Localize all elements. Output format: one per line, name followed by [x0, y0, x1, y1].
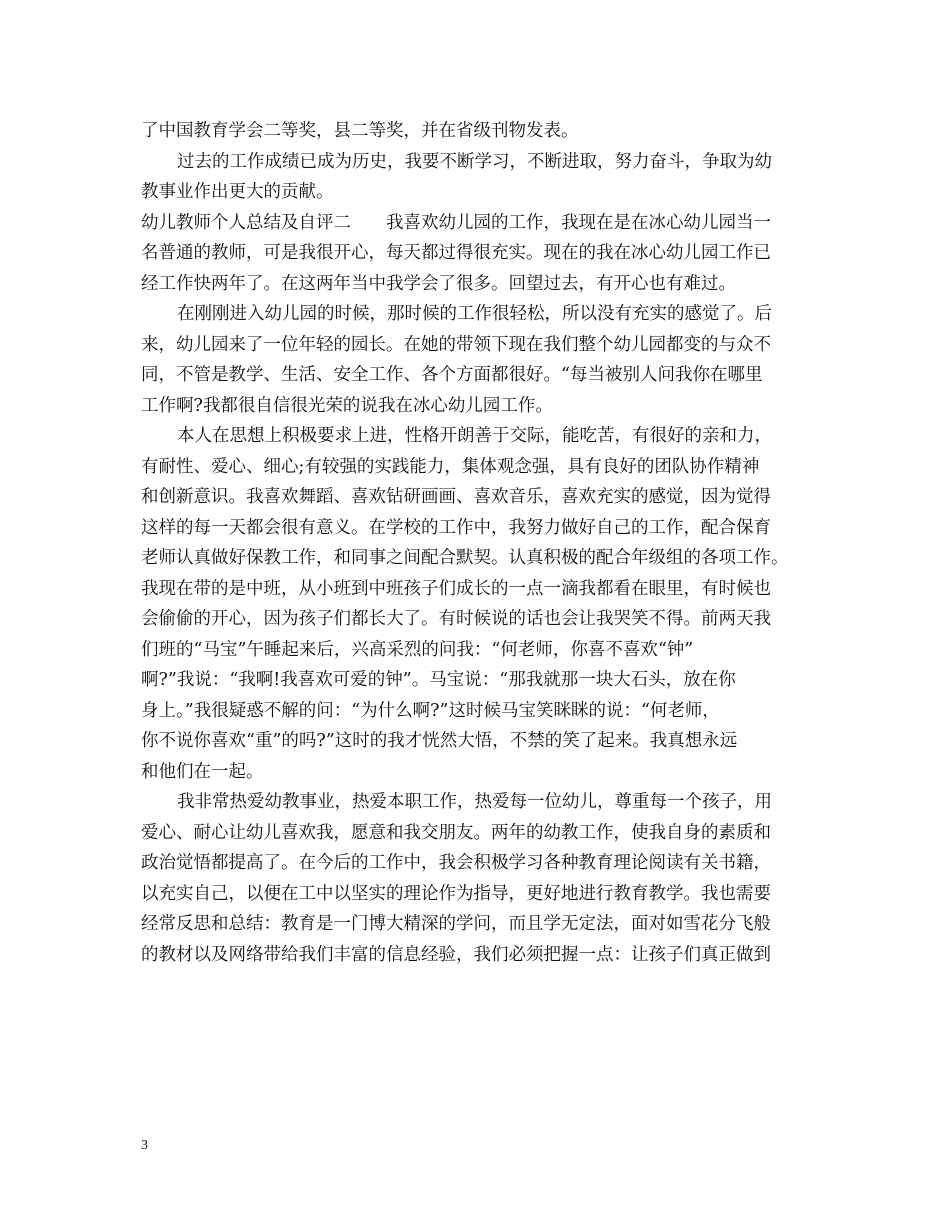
text-line: 爱心、耐心让幼儿喜欢我，愿意和我交朋友。两年的幼教工作，使我自身的素质和 — [141, 822, 771, 843]
text-line: 啊?”我说：“我啊!我喜欢可爱的钟”。马宝说：“那我就那一块大石头，放在你 — [141, 670, 736, 690]
text-line: 同，不管是教学、生活、安全工作、各个方面都很好。“每当被别人问我你在哪里 — [141, 365, 763, 385]
text-line: 们班的“马宝”午睡起来后，兴高采烈的问我：“何老师，你喜不喜欢“钟” — [141, 639, 694, 660]
text-line: 了中国教育学会二等奖，县二等奖，并在省级刊物发表。 — [141, 121, 579, 141]
document-body — [141, 116, 821, 970]
text-line: 政治觉悟都提高了。在今后的工作中，我会积极学习各种教育理论阅读有关书籍， — [141, 853, 771, 873]
page-number: 3 — [141, 1138, 148, 1153]
text-line: 幼儿教师个人总结及自评二 我喜欢幼儿园的工作，我现在是在冰心幼儿园当一 — [141, 212, 771, 233]
text-line: 这样的每一天都会很有意义。在学校的工作中，我努力做好自己的工作，配合保育 — [141, 517, 771, 538]
text-line: 你不说你喜欢“重”的吗?”这时的我才恍然大悟，不禁的笑了起来。我真想永远 — [141, 731, 738, 751]
text-line: 老师认真做好保教工作，和同事之间配合默契。认真积极的配合年级组的各项工作。 — [141, 548, 789, 568]
text-line: 来，幼儿园来了一位年轻的园长。在她的带领下现在我们整个幼儿园都变的与众不 — [141, 334, 771, 355]
text-line: 经常反思和总结：教育是一门博大精深的学问，而且学无定法，面对如雪花分飞般 — [141, 914, 771, 934]
text-line: 本人在思想上积极要求上进，性格开朗善于交际，能吃苦，有很好的亲和力， — [177, 426, 772, 446]
text-line: 名普通的教师，可是我很开心，每天都过得很充实。现在的我在冰心幼儿园工作已 — [141, 243, 771, 263]
text-line: 我现在带的是中班，从小班到中班孩子们成长的一点一滴我都看在眼里，有时候也 — [141, 578, 771, 599]
text-line: 过去的工作成绩已成为历史，我要不断学习，不断进取，努力奋斗，争取为幼 — [177, 151, 772, 172]
text-line: 工作啊?我都很自信很光荣的说我在冰心幼儿园工作。 — [141, 395, 553, 416]
text-line: 经工作快两年了。在这两年当中我学会了很多。回望过去，有开心也有难过。 — [141, 273, 736, 294]
text-line: 和创新意识。我喜欢舞蹈、喜欢钻研画画、喜欢音乐，喜欢充实的感觉，因为觉得 — [141, 487, 771, 507]
text-line: 教事业作出更大的贡献。 — [141, 182, 334, 202]
text-line: 在刚刚进入幼儿园的时候，那时候的工作很轻松，所以没有充实的感觉了。后 — [177, 304, 772, 324]
text-line: 会偷偷的开心，因为孩子们都长大了。有时候说的话也会让我哭笑不得。前两天我 — [141, 609, 771, 629]
text-line: 身上。”我很疑惑不解的问：“为什么啊?”这时候马宝笑眯眯的说：“何老师， — [141, 700, 720, 721]
text-line: 的教材以及网络带给我们丰富的信息经验，我们必须把握一点：让孩子们真正做到 — [141, 944, 771, 965]
text-line: 有耐性、爱心、细心;有较强的实践能力，集体观念强，具有良好的团队协作精神 — [141, 456, 760, 477]
text-line: 以充实自己，以便在工中以坚实的理论作为指导，更好地进行教育教学。我也需要 — [141, 883, 771, 904]
text-line: 和他们在一起。 — [141, 761, 264, 782]
text-line: 我非常热爱幼教事业，热爱本职工作，热爱每一位幼儿，尊重每一个孩子，用 — [177, 792, 772, 812]
